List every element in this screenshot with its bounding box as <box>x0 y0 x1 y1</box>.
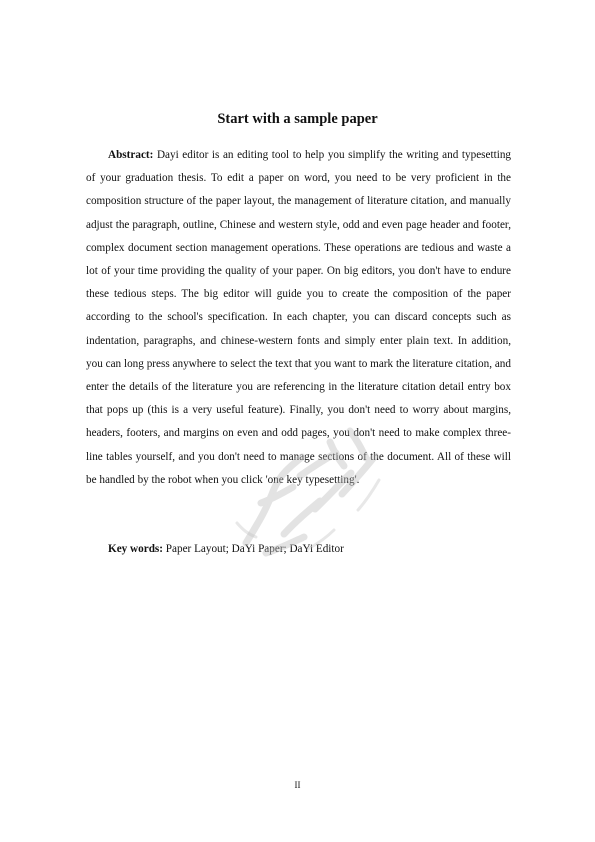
abstract-text: Dayi editor is an editing tool to help you simplify the writing and typesetting of your graduation thesis. To edit a paper on word, you need to be very proficient in the composition structure of the paper layout, the management of literature citation, and manually adjust the paragraph, outline, Chinese and western style, odd and even page header and footer, complex document section management operations. These operations are tedious and waste a lot of your time providing the quality of your paper. On big editors, you don't have to endure these tedious steps. The big editor will guide you to create the composition of the paper according to the school's specification. In each chapter, you can discard concepts such as indentation, paragraphs, and chinese-western fonts and simply enter plain text. In addition, you can long press anywhere to select the text that you want to mark the literature citation, and enter the details of the literature you are referencing in the literature citation detail entry box that pops up (this is a very useful feature). Finally, you don't need to worry about margins, headers, footers, and margins on even and odd pages, you don't need to make complex three-line tables yourself, and you don't need to manage sections of the document. All of these will be handled by the robot when you click 'one key typesetting'. <box>86 149 512 486</box>
abstract-paragraph <box>86 144 511 492</box>
keywords-label: Key words: <box>108 543 163 555</box>
keywords-line <box>108 538 511 561</box>
page-number: II <box>294 780 301 790</box>
keywords-text: Paper Layout; DaYi Paper; DaYi Editor <box>165 543 344 555</box>
paper-title: Start with a sample paper <box>217 111 378 127</box>
abstract-label: Abstract: <box>108 149 154 161</box>
